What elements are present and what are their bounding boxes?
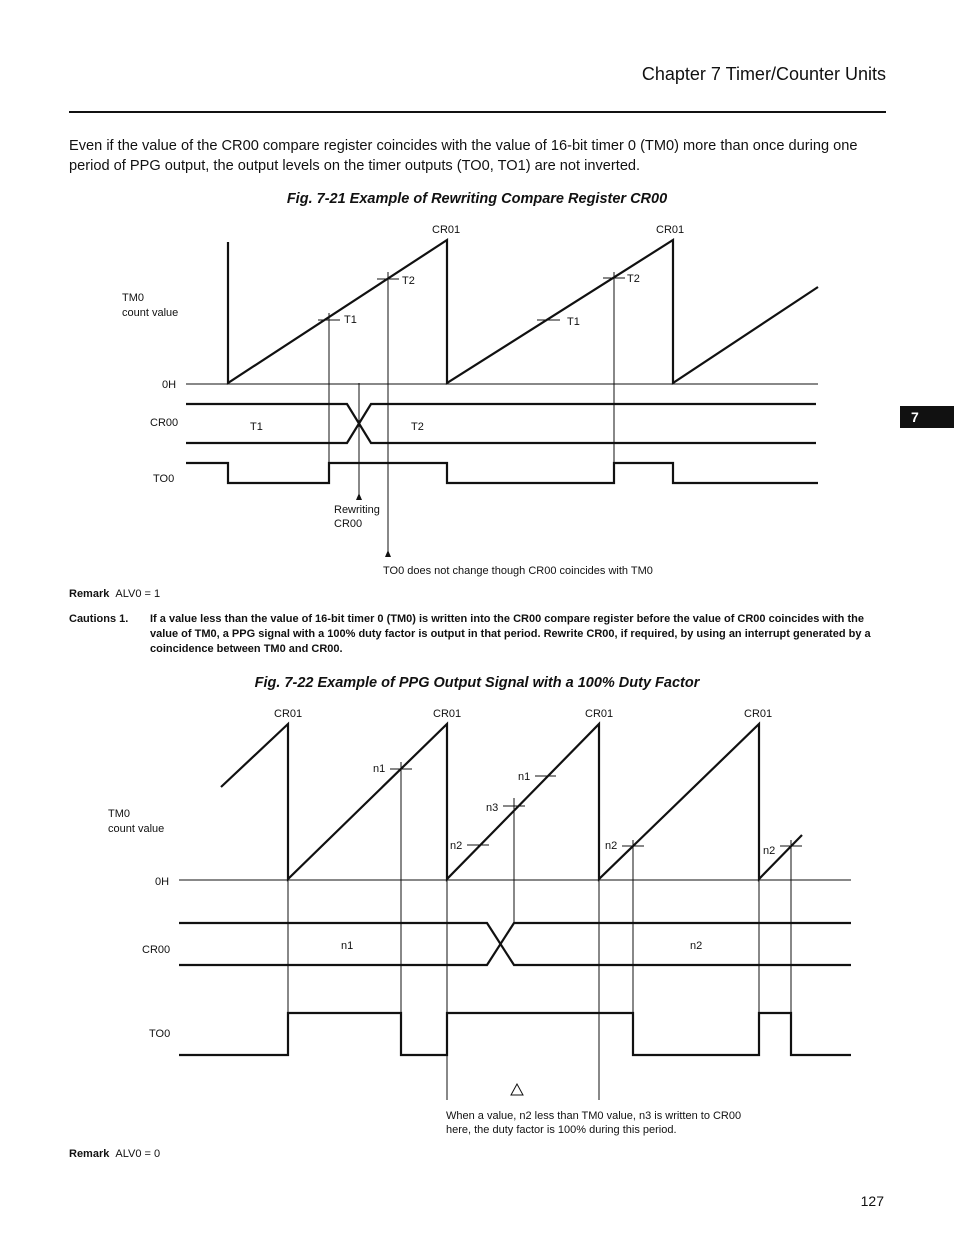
cautions-text: If a value less than the value of 16-bit timer 0 (TM0) is written into the CR00 compare register before the value of CR00 coincides with the value of TM0, a PPG signal with a 100% duty factor is output in that period. Rewrite CR00, if required, by using an interrupt generated by a coincidence between TM0 and CR00.: [150, 613, 871, 655]
fig1-t1-label: T1: [567, 316, 580, 328]
fig2-cr01-label: CR01: [585, 708, 614, 720]
fig2-zero-h-label: 0H: [155, 876, 170, 888]
fig2-to0-waveform: [179, 1013, 851, 1055]
fig1-cr01-label: CR01: [656, 224, 685, 236]
fig1-zero-h-label: 0H: [162, 379, 177, 391]
chapter-side-tab-number: 7: [911, 409, 919, 425]
fig2-cr01-label: CR01: [433, 708, 462, 720]
fig1-cr00-t2-label: T2: [411, 421, 424, 433]
fig2-n2-label: n2: [605, 840, 618, 852]
fig1-cr01-label: CR01: [432, 224, 461, 236]
fig2-count-value-label: count value: [108, 823, 165, 835]
remark-text: ALV0 = 0: [115, 1148, 161, 1160]
remark-text: ALV0 = 1: [115, 588, 161, 600]
fig2-cr01-label: CR01: [744, 708, 773, 720]
fig1-note: TO0 does not change though CR00 coincides with TM0: [383, 565, 653, 577]
fig1-cr00-t1-label: T1: [250, 421, 263, 433]
fig2-n1-label: n1: [373, 763, 386, 775]
fig2-cr00-n2-label: n2: [690, 940, 703, 952]
fig1-title: Fig. 7-21 Example of Rewriting Compare Register CR00: [286, 191, 668, 207]
fig1-tm0-label: TM0: [122, 292, 144, 304]
fig2-n2-label: n2: [763, 845, 776, 857]
chapter-header: Chapter 7 Timer/Counter Units: [641, 64, 886, 84]
fig2-n2-label: n2: [450, 840, 463, 852]
fig2-tm0-waveform: [221, 724, 802, 879]
fig2-cr00-n1-label: n1: [341, 940, 354, 952]
fig1-t1-label: T1: [344, 314, 357, 326]
fig2-cr01-label: CR01: [274, 708, 303, 720]
fig1-count-value-label: count value: [122, 307, 179, 319]
chapter-side-tab: [900, 406, 954, 428]
remark-label: Remark: [69, 1148, 110, 1160]
fig2-n3-label: n3: [486, 802, 499, 814]
page-number: 127: [860, 1193, 884, 1209]
fig2-n1-label: n1: [518, 771, 531, 783]
fig2-title: Fig. 7-22 Example of PPG Output Signal with a 100% Duty Factor: [254, 675, 700, 691]
fig2-cr00-label: CR00: [142, 944, 171, 956]
fig2-tm0-label: TM0: [108, 808, 130, 820]
triangle-marker-icon: [511, 1084, 523, 1095]
remark-label: Remark: [69, 588, 110, 600]
fig2-note-line1: When a value, n2 less than TM0 value, n3 is written to CR00: [446, 1110, 742, 1122]
cautions-label: Cautions 1.: [69, 613, 129, 625]
fig1-cr00-label: CR00: [150, 417, 179, 429]
rewriting-cr00-label: CR00: [334, 518, 363, 530]
remark-2: [69, 1148, 160, 1160]
intro-paragraph: Even if the value of the CR00 compare register coincides with the value of 16-bit timer 0 (TM0) more than once during one period of PPG output, the output levels on the timer outputs (TO0, TO1) are not inverted.: [69, 138, 858, 174]
fig1-to0-label: TO0: [153, 473, 175, 485]
fig2-note-line2: here, the duty factor is 100% during this period.: [446, 1124, 677, 1136]
fig1-t2-label: T2: [402, 275, 415, 287]
fig2-to0-label: TO0: [149, 1028, 171, 1040]
fig2-cr00-bus: [179, 923, 851, 965]
rewriting-label: Rewriting: [334, 504, 380, 516]
fig1-t2-label: T2: [627, 273, 640, 285]
